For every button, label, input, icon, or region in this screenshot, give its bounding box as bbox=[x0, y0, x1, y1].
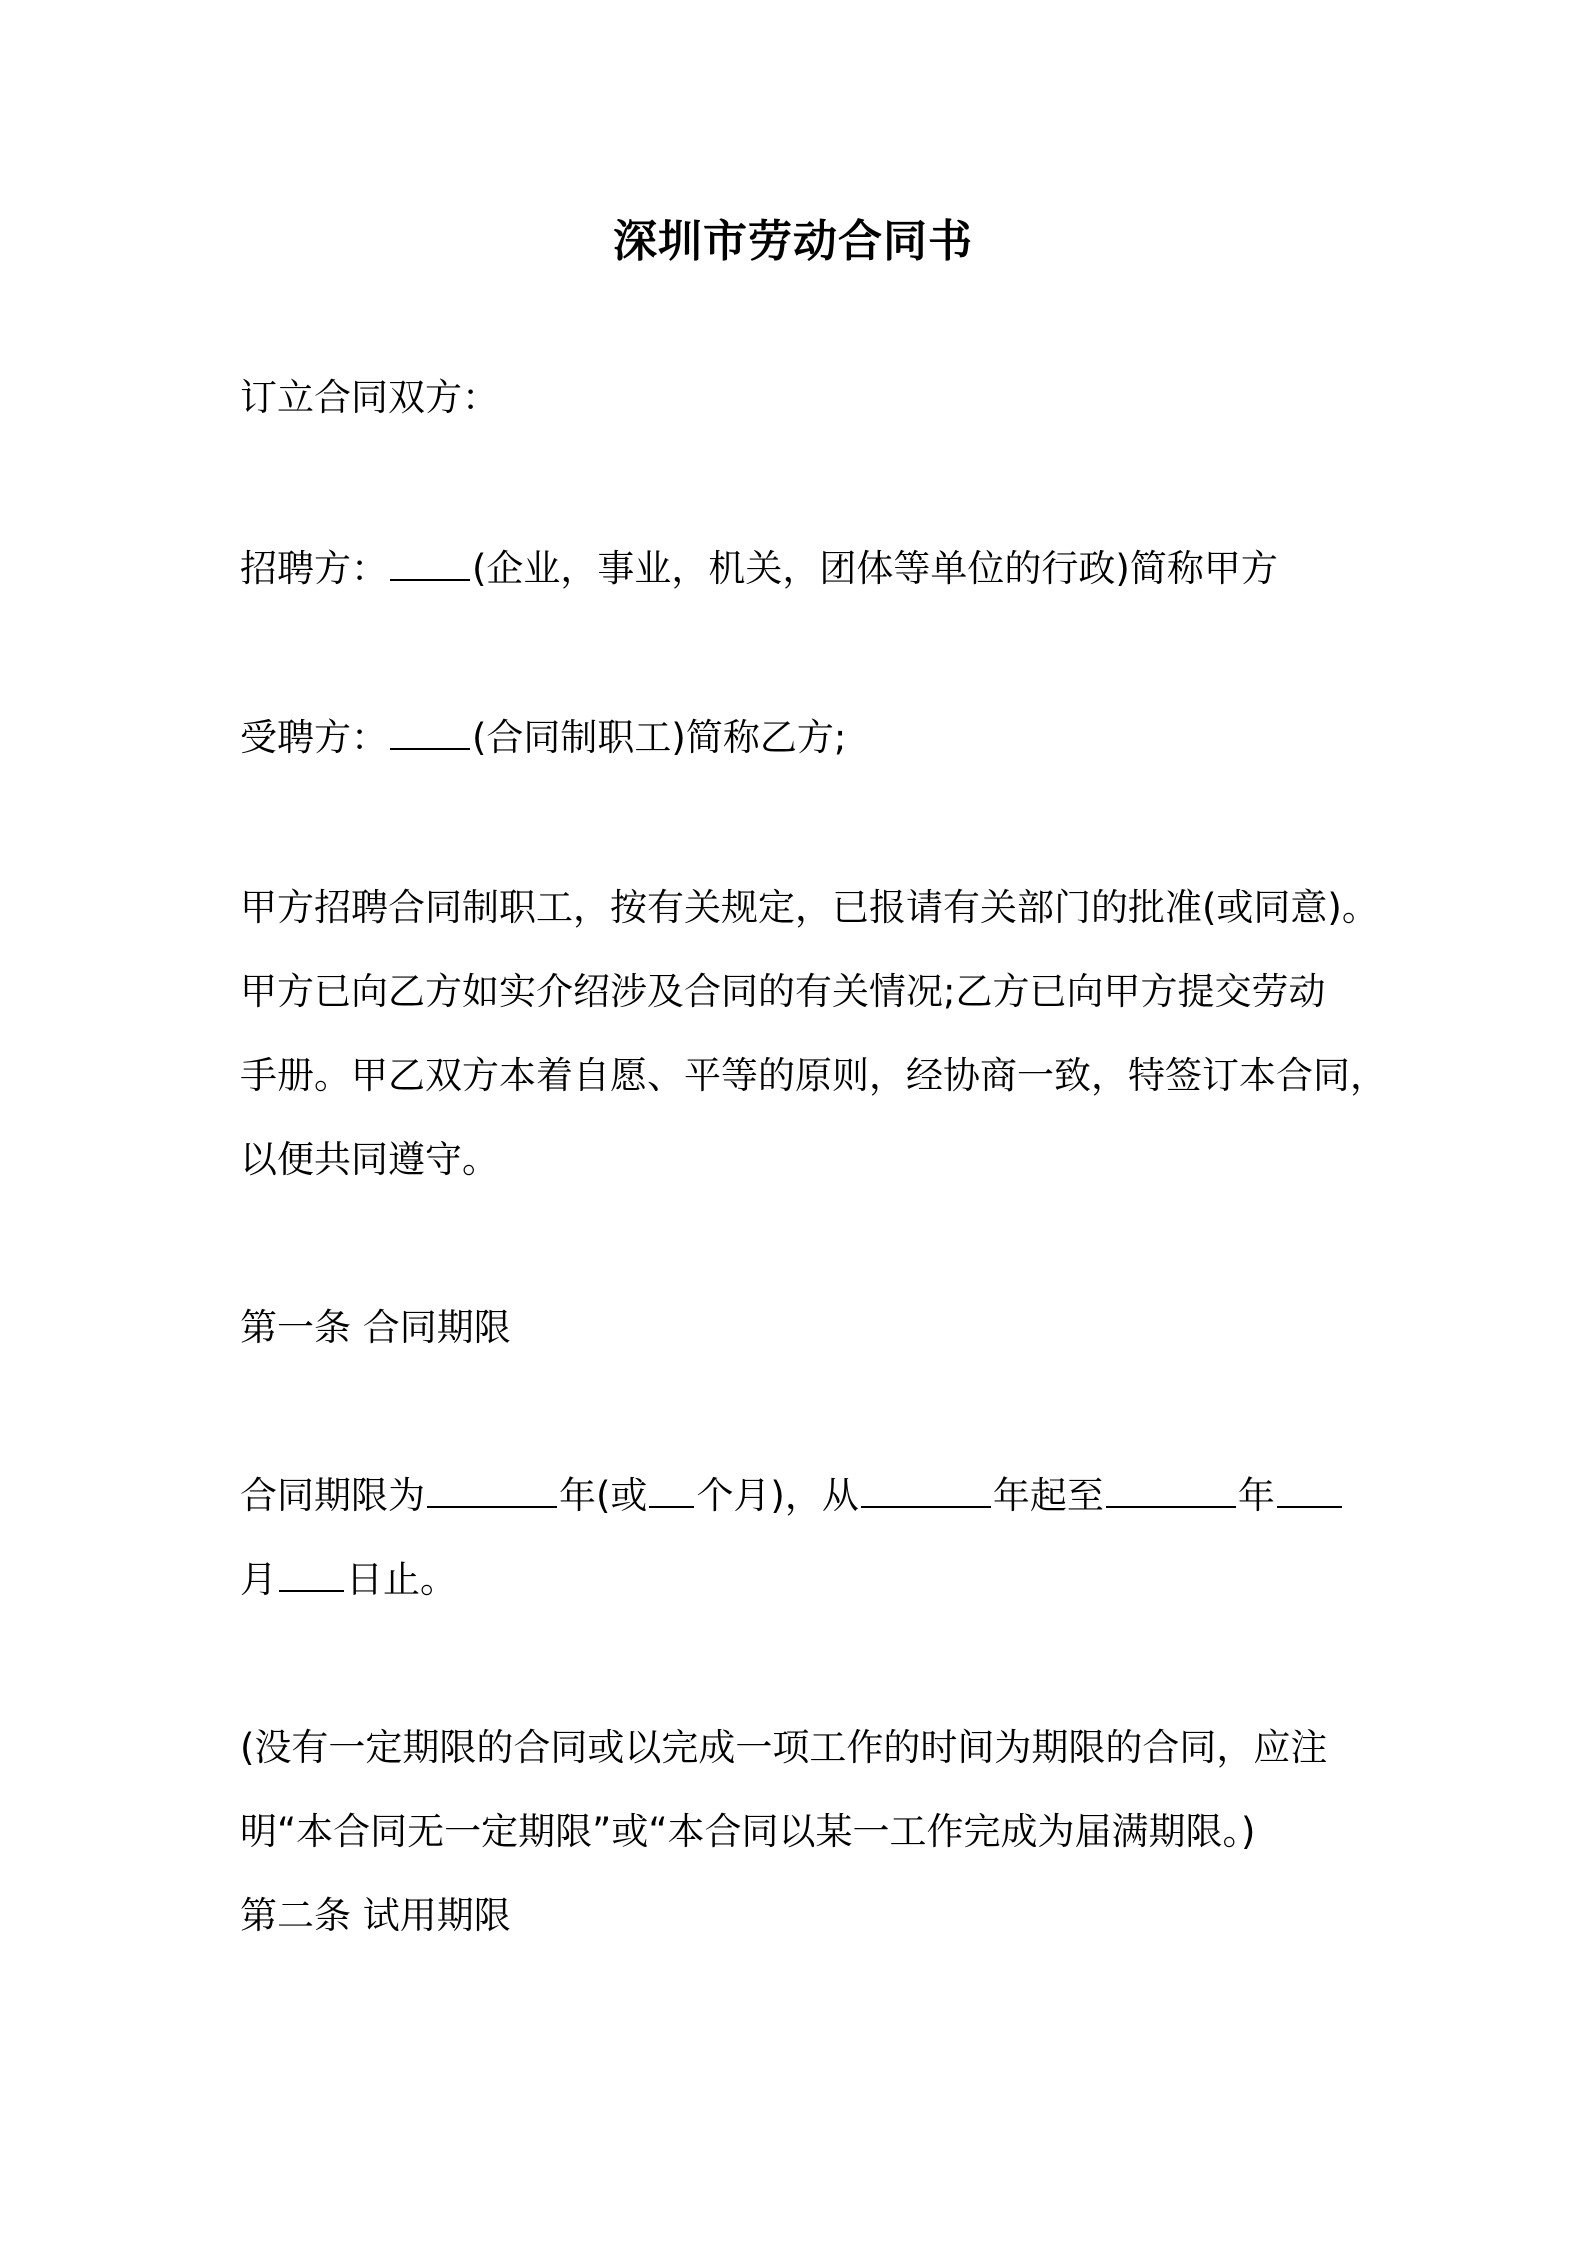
term-text-4: 年起至 bbox=[992, 1474, 1104, 1517]
intro-line-4: 以便共同遵守。 bbox=[240, 1138, 499, 1181]
employee-label: 受聘方： bbox=[240, 716, 388, 759]
employee-description: (合同制职工)简称乙方; bbox=[472, 716, 847, 759]
intro-line-1: 甲方招聘合同制职工，按有关规定，已报请有关部门的批准(或同意)。 bbox=[240, 886, 1379, 929]
term-text-7: 日止。 bbox=[346, 1558, 457, 1601]
term-end-year-blank bbox=[1106, 1476, 1236, 1508]
contract-term-line-1 bbox=[240, 1470, 1344, 1522]
term-text-2: 年(或 bbox=[559, 1474, 648, 1517]
term-text-5: 年 bbox=[1237, 1474, 1275, 1517]
employer-blank bbox=[390, 549, 470, 581]
contract-term-line-2 bbox=[240, 1554, 457, 1606]
term-years-blank bbox=[427, 1476, 557, 1508]
employee-blank bbox=[390, 718, 470, 750]
article-2-heading: 第二条 试用期限 bbox=[240, 1894, 511, 1937]
intro-line-3: 手册。甲乙双方本着自愿、平等的原则，经协商一致，特签订本合同， bbox=[240, 1054, 1387, 1097]
employer-label: 招聘方： bbox=[240, 547, 388, 590]
term-text-6: 月 bbox=[240, 1558, 277, 1601]
note-line-2: 明“本合同无一定期限”或“本合同以某一工作完成为届满期限。) bbox=[240, 1810, 1256, 1853]
employee-line bbox=[240, 712, 846, 764]
note-line-1: (没有一定期限的合同或以完成一项工作的时间为期限的合同，应注 bbox=[240, 1726, 1328, 1769]
term-end-day-blank bbox=[279, 1560, 344, 1592]
article-1-heading: 第一条 合同期限 bbox=[240, 1306, 511, 1349]
term-start-year-blank bbox=[861, 1476, 991, 1508]
parties-heading: 订立合同双方： bbox=[240, 376, 499, 419]
term-text-3: 个月)，从 bbox=[696, 1474, 859, 1517]
employer-description: (企业，事业，机关，团体等单位的行政)简称甲方 bbox=[472, 547, 1278, 590]
term-months-blank bbox=[649, 1476, 694, 1508]
document-title: 深圳市劳动合同书 bbox=[613, 216, 973, 267]
employer-line bbox=[240, 543, 1278, 595]
term-end-month-blank bbox=[1277, 1476, 1342, 1508]
intro-line-2: 甲方已向乙方如实介绍涉及合同的有关情况;乙方已向甲方提交劳动 bbox=[240, 970, 1326, 1013]
term-text-1: 合同期限为 bbox=[240, 1474, 425, 1517]
